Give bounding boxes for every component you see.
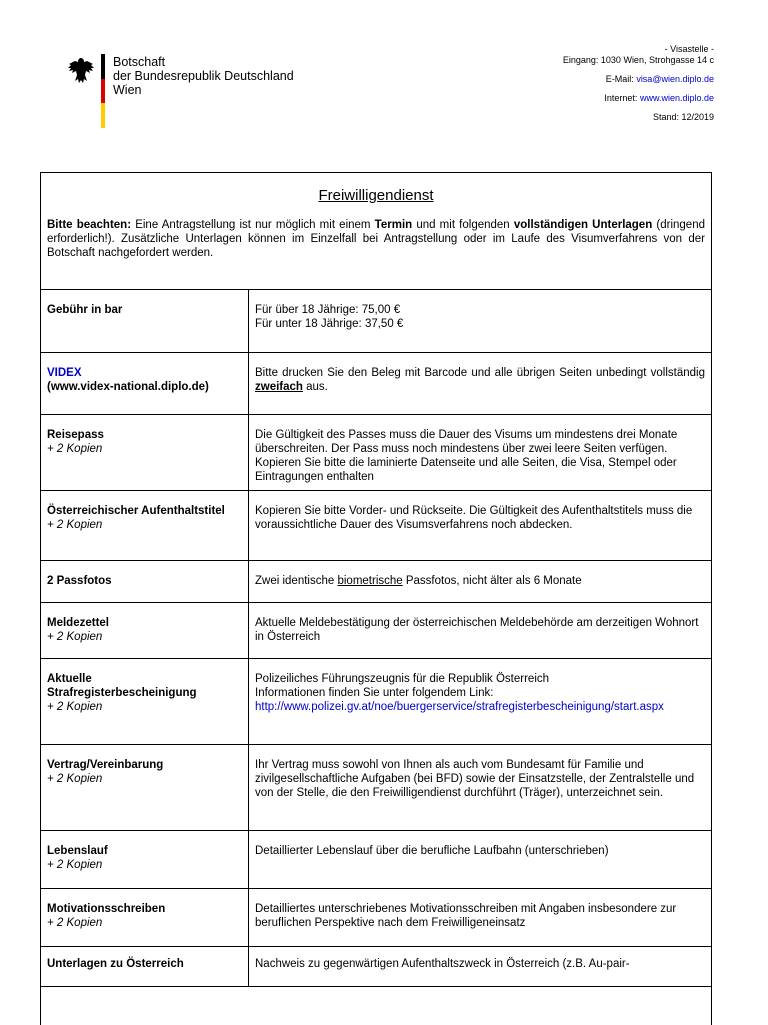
row-text-line: Informationen finden Sie unter folgendem Link: [255, 686, 494, 699]
internet-row [563, 93, 714, 104]
internet-label: Internet: [604, 93, 638, 103]
row-text: Passfotos, nicht älter als 6 Monate [402, 574, 582, 587]
intro-text-1: Eine Antragstellung ist nur möglich mit einem [131, 219, 375, 231]
row-text: Bitte drucken Sie den Beleg mit Barcode und alle übrigen Seiten unbedingt vollständig [255, 366, 705, 379]
intro-text-2: und mit folgenden [412, 219, 514, 231]
embassy-name [113, 55, 294, 97]
table-row [41, 414, 711, 490]
table-row [41, 560, 711, 602]
email-label: E-Mail: [605, 74, 634, 84]
org-line-1: Botschaft [113, 55, 166, 69]
row-sub: + 2 Kopien [47, 518, 103, 531]
row-text: Zwei identische [255, 574, 338, 587]
contact-block [563, 44, 714, 123]
department: - Visastelle - [664, 44, 714, 54]
table-row [41, 602, 711, 658]
row-label: Aktuelle Strafregisterbescheinigung [47, 672, 197, 699]
address: Eingang: 1030 Wien, Strohgasse 14 c [562, 55, 714, 65]
row-label: Meldezettel [47, 616, 109, 629]
row-text: Ihr Vertrag muss sowohl von Ihnen als auch vom Bundesamt für Familie und zivilgesellschaftliche Aufgaben (bei BFD) sowie der Einsatzstelle, der Zentralstelle und von der Stelle, die den Freiwilligendienst durchführt (Träger), unterzeichnet sein. [255, 758, 695, 799]
intro-bold-2: Termin [374, 219, 413, 231]
row-text-line: Für unter 18 Jährige: 37,50 € [255, 318, 404, 330]
intro-text-3: (dringend erforderlich!). Zusätzliche Unterlagen können im Einzelfall bei Antragstellung oder im Laufe des Visumverfahrens von der Botschaft nachgefordert werden. [47, 219, 705, 259]
row-sub: + 2 Kopien [47, 630, 103, 643]
row-text-line: Für über 18 Jährige: 75,00 € [255, 304, 401, 316]
row-sub: + 2 Kopien [47, 442, 103, 455]
strafregister-link[interactable]: http://www.polizei.gv.at/noe/buergerservice/strafregisterbescheinigung/start.aspx [255, 700, 664, 713]
federal-eagle-icon [66, 56, 96, 86]
org-line-2: der Bundesrepublik Deutschland [113, 69, 294, 83]
row-text-emph: biometrische [337, 574, 403, 587]
row-text: Kopieren Sie bitte Vorder- und Rückseite. Die Gültigkeit des Aufenthaltstitels muss die voraussichtliche Dauer des Visumsverfahrens noch abdecken. [255, 504, 693, 531]
row-text-emph: zweifach [255, 380, 303, 393]
internet-link[interactable]: www.wien.diplo.de [639, 93, 714, 103]
document-title: Freiwilligendienst [318, 187, 434, 204]
row-label: (www.videx-national.diplo.de) [47, 380, 209, 393]
table-row [41, 744, 711, 830]
row-sub: + 2 Kopien [47, 858, 103, 871]
row-text: Detailliertes unterschriebenes Motivationsschreiben mit Angaben insbesondere zur beruflichen Perspektive nach dem Freiwilligeneinsatz [255, 902, 677, 929]
row-label: Reisepass [47, 428, 104, 441]
row-label: Lebenslauf [47, 844, 108, 857]
row-text: aus. [302, 380, 328, 393]
german-flag-bar [101, 54, 105, 128]
row-text: Detaillierter Lebenslauf über die berufliche Laufbahn (unterschrieben) [255, 844, 609, 857]
intro-section [41, 173, 711, 290]
requirements-box [40, 172, 712, 1025]
row-label: Österreichischer Aufenthaltstitel [47, 504, 225, 517]
row-label: Motivationsschreiben [47, 902, 166, 915]
row-text-line: Polizeiliches Führungszeugnis für die Republik Österreich [255, 672, 550, 685]
requirements-table [41, 290, 711, 987]
row-text: Aktuelle Meldebestätigung der österreichischen Meldebehörde am derzeitigen Wohnort in Österreich [255, 616, 699, 643]
table-row [41, 290, 711, 352]
table-row [41, 830, 711, 888]
intro-bold-1: Bitte beachten: [47, 219, 132, 231]
email-row [563, 74, 714, 85]
intro-bold-3: vollständigen Unterlagen [513, 219, 653, 231]
row-label: Vertrag/Vereinbarung [47, 758, 164, 771]
row-label: 2 Passfotos [47, 574, 112, 587]
row-label: Unterlagen zu Österreich [47, 957, 184, 970]
intro-paragraph [47, 218, 705, 260]
table-row [41, 490, 711, 560]
row-sub: + 2 Kopien [47, 700, 103, 713]
row-label: Gebühr in bar [47, 304, 123, 316]
table-row [41, 658, 711, 744]
stand-date: Stand: 12/2019 [652, 112, 714, 122]
videx-link[interactable]: VIDEX [47, 366, 82, 379]
org-line-3: Wien [113, 83, 142, 97]
row-sub: + 2 Kopien [47, 916, 103, 929]
row-text: Nachweis zu gegenwärtigen Aufenthaltszweck in Österreich (z.B. Au-pair- [255, 957, 630, 970]
row-text: Die Gültigkeit des Passes muss die Dauer des Visums um mindestens drei Monate überschreiten. Der Pass muss noch mindestens über zwei leere Seiten verfügen. Kopieren Sie bitte die laminierte Datenseite und alle Seiten, die Visa, Stempel oder Eintragungen enthalten [255, 428, 678, 483]
table-row [41, 888, 711, 946]
table-row [41, 352, 711, 414]
table-row [41, 946, 711, 986]
row-sub: + 2 Kopien [47, 772, 103, 785]
email-link[interactable]: visa@wien.diplo.de [636, 74, 714, 84]
